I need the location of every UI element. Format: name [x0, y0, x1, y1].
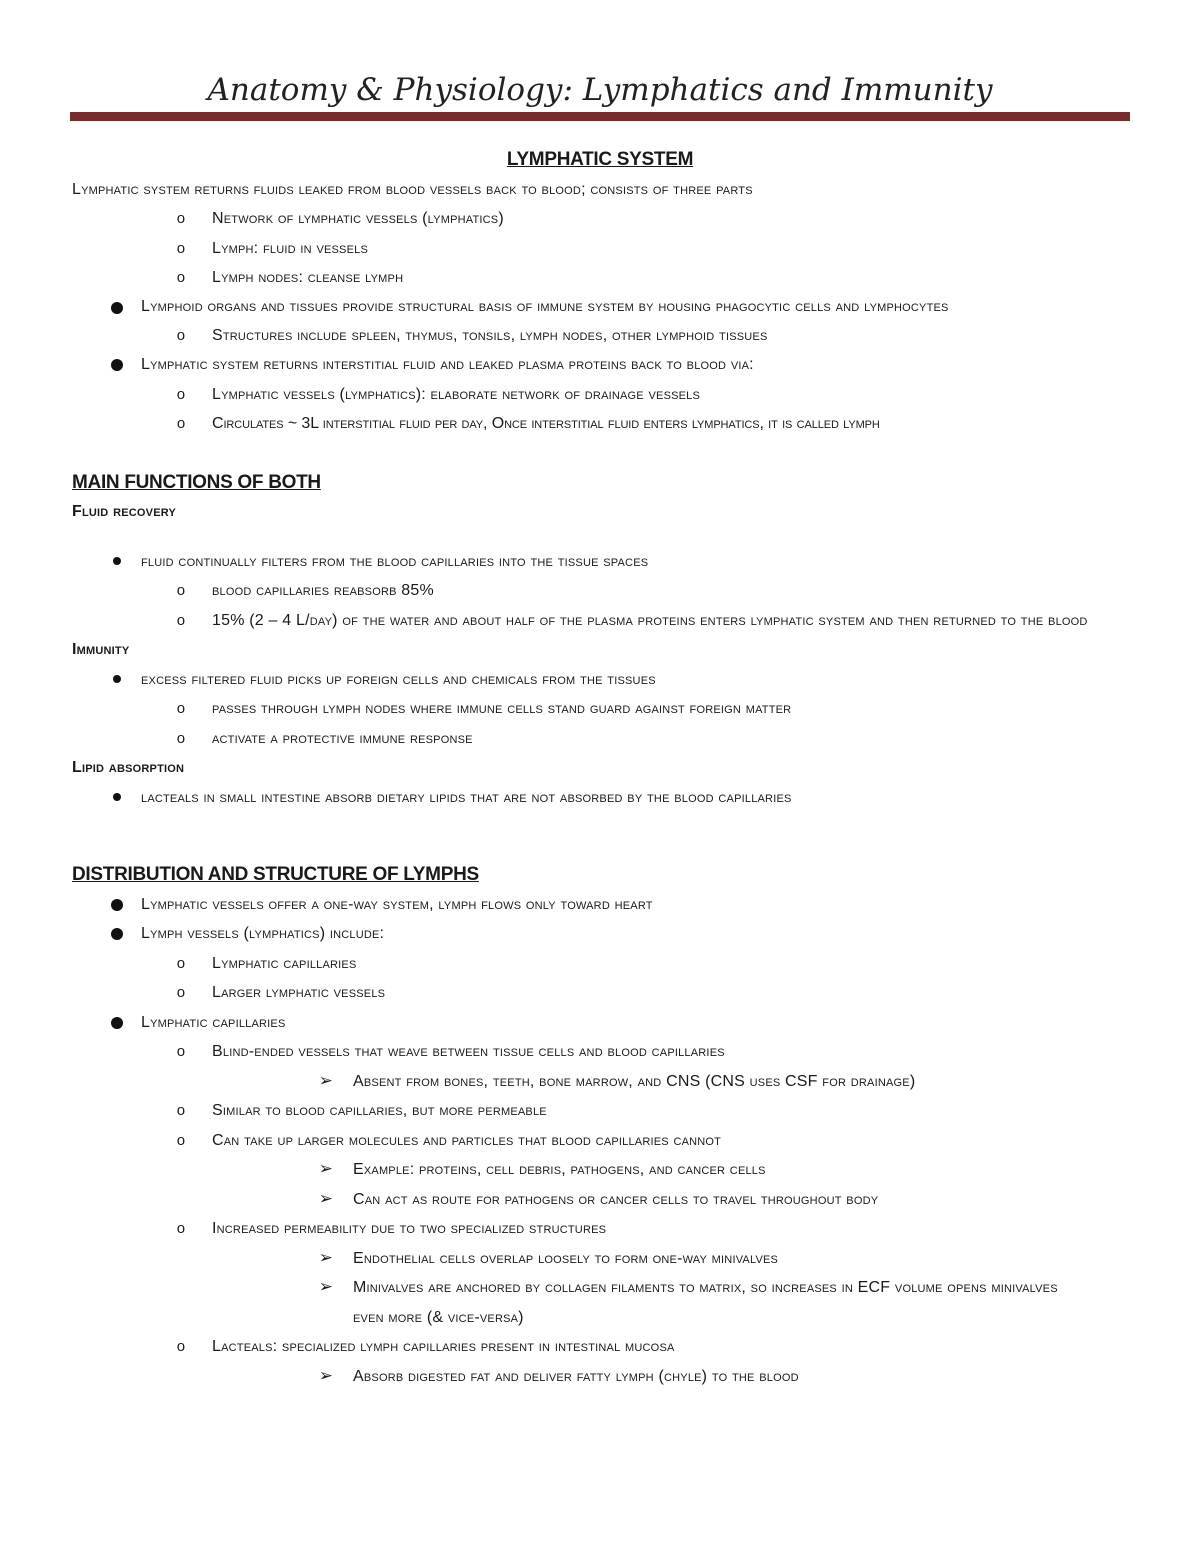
arrow-bullet-icon — [316, 1273, 336, 1303]
circle-bullet-icon — [171, 1332, 191, 1362]
subheading-lipid-absorption: Lipid absorption — [72, 759, 185, 776]
document-body — [0, 145, 1200, 1391]
arrow-bullet-icon — [316, 1185, 336, 1215]
arrow-bullet-icon — [316, 1362, 336, 1392]
disc-bullet-icon — [107, 665, 127, 683]
circle-bullet-icon — [171, 1214, 191, 1244]
list-item: ➢ Absent from bones, teeth, bone marrow, and CNS (CNS uses CSF for drainage) — [0, 1067, 1200, 1097]
disc-bullet-icon — [107, 547, 127, 565]
circle-bullet-icon — [171, 606, 191, 636]
list-item: o passes through lymph nodes where immune cells stand guard against foreign matter — [0, 694, 1200, 724]
section-heading-lymphatic-system: LYMPHATIC SYSTEM — [506, 149, 694, 170]
list-item: o Increased permeability due to two specialized structures — [0, 1214, 1200, 1244]
list-item: ➢ Endothelial cells overlap loosely to form one-way minivalves — [0, 1244, 1200, 1274]
circle-bullet-icon — [171, 949, 191, 979]
circle-bullet-icon — [171, 263, 191, 293]
arrow-bullet-icon — [316, 1067, 336, 1097]
document-title: Anatomy & Physiology: Lymphatics and Immunity — [207, 72, 993, 108]
disc-bullet-icon — [107, 783, 127, 801]
disc-bullet-icon — [107, 919, 127, 940]
list-item: o blood capillaries reabsorb 85% — [0, 576, 1200, 606]
list-item: lacteals in small intestine absorb dietary lipids that are not absorbed by the blood capillaries — [0, 783, 1200, 813]
list-item: Lymphatic capillaries — [0, 1008, 1200, 1038]
disc-bullet-icon — [107, 350, 127, 371]
list-item: o Can take up larger molecules and particles that blood capillaries cannot — [0, 1126, 1200, 1156]
list-item: Lymphoid organs and tissues provide structural basis of immune system by housing phagocytic cells and lymphocytes — [0, 293, 1200, 321]
circle-bullet-icon — [171, 321, 191, 351]
list-item: Lymphatic system returns interstitial fluid and leaked plasma proteins back to blood via: — [0, 350, 1200, 380]
circle-bullet-icon — [171, 978, 191, 1008]
subheading-immunity: Immunity — [72, 641, 130, 658]
list-item: o Similar to blood capillaries, but more permeable — [0, 1096, 1200, 1126]
list-item: o Lacteals: specialized lymph capillaries present in intestinal mucosa — [0, 1332, 1200, 1362]
disc-bullet-icon — [107, 1008, 127, 1029]
arrow-bullet-icon — [316, 1155, 336, 1185]
subheading-fluid-recovery: Fluid recovery — [72, 503, 177, 520]
title-rule — [70, 112, 1130, 121]
circle-bullet-icon — [171, 724, 191, 754]
circle-bullet-icon — [171, 1037, 191, 1067]
list-item: fluid continually filters from the blood capillaries into the tissue spaces — [0, 547, 1200, 577]
list-item: o 15% (2 – 4 L/day) of the water and about half of the plasma proteins enters lymphatic system and then returned to the blood — [0, 606, 1200, 636]
circle-bullet-icon — [171, 576, 191, 606]
section-heading-distribution: DISTRIBUTION AND STRUCTURE OF LYMPHS — [72, 864, 479, 885]
spacer — [0, 439, 1200, 468]
list-item: ➢ Can act as route for pathogens or cancer cells to travel throughout body — [0, 1185, 1200, 1215]
list-item: o Lymphatic vessels (lymphatics): elaborate network of drainage vessels — [0, 380, 1200, 410]
arrow-bullet-icon — [316, 1244, 336, 1274]
list-item: ➢ Absorb digested fat and deliver fatty lymph (chyle) to the blood — [0, 1362, 1200, 1392]
list-item: Lymph vessels (lymphatics) include: — [0, 919, 1200, 949]
circle-bullet-icon — [171, 380, 191, 410]
list-item: ➢ Example: proteins, cell debris, pathogens, and cancer cells — [0, 1155, 1200, 1185]
section-heading-main-functions: MAIN FUNCTIONS OF BOTH — [72, 471, 321, 493]
list-item: excess filtered fluid picks up foreign cells and chemicals from the tissues — [0, 665, 1200, 695]
list-item: ➢ Minivalves are anchored by collagen filaments to matrix, so increases in ECF volume opens minivalves even more (& vice-versa) — [0, 1273, 1200, 1332]
list-item: o Larger lymphatic vessels — [0, 978, 1200, 1008]
disc-bullet-icon — [107, 890, 127, 911]
list-item: Lymphatic vessels offer a one-way system, lymph flows only toward heart — [0, 890, 1200, 920]
list-item: o Blind-ended vessels that weave between tissue cells and blood capillaries — [0, 1037, 1200, 1067]
circle-bullet-icon — [171, 694, 191, 724]
circle-bullet-icon — [171, 1096, 191, 1126]
list-item: o Lymph: fluid in vessels — [0, 234, 1200, 264]
list-item: o activate a protective immune response — [0, 724, 1200, 754]
circle-bullet-icon — [171, 204, 191, 234]
list-item: o Lymph nodes: cleanse lymph — [0, 263, 1200, 293]
list-item: o Structures include spleen, thymus, tonsils, lymph nodes, other lymphoid tissues — [0, 321, 1200, 351]
disc-bullet-icon — [107, 293, 127, 314]
list-item: o Lymphatic capillaries — [0, 949, 1200, 979]
spacer — [0, 812, 1200, 860]
circle-bullet-icon — [171, 409, 191, 439]
list-item: o Circulates ~ 3L interstitial fluid per day, Once interstitial fluid enters lymphatics, it is called lymph — [0, 409, 1200, 439]
spacer — [0, 527, 1200, 547]
circle-bullet-icon — [171, 234, 191, 264]
paragraph-intro: Lymphatic system returns fluids leaked from blood vessels back to blood; consists of three parts — [72, 180, 753, 198]
list-item: o Network of lymphatic vessels (lymphatics) — [0, 204, 1200, 234]
circle-bullet-icon — [171, 1126, 191, 1156]
